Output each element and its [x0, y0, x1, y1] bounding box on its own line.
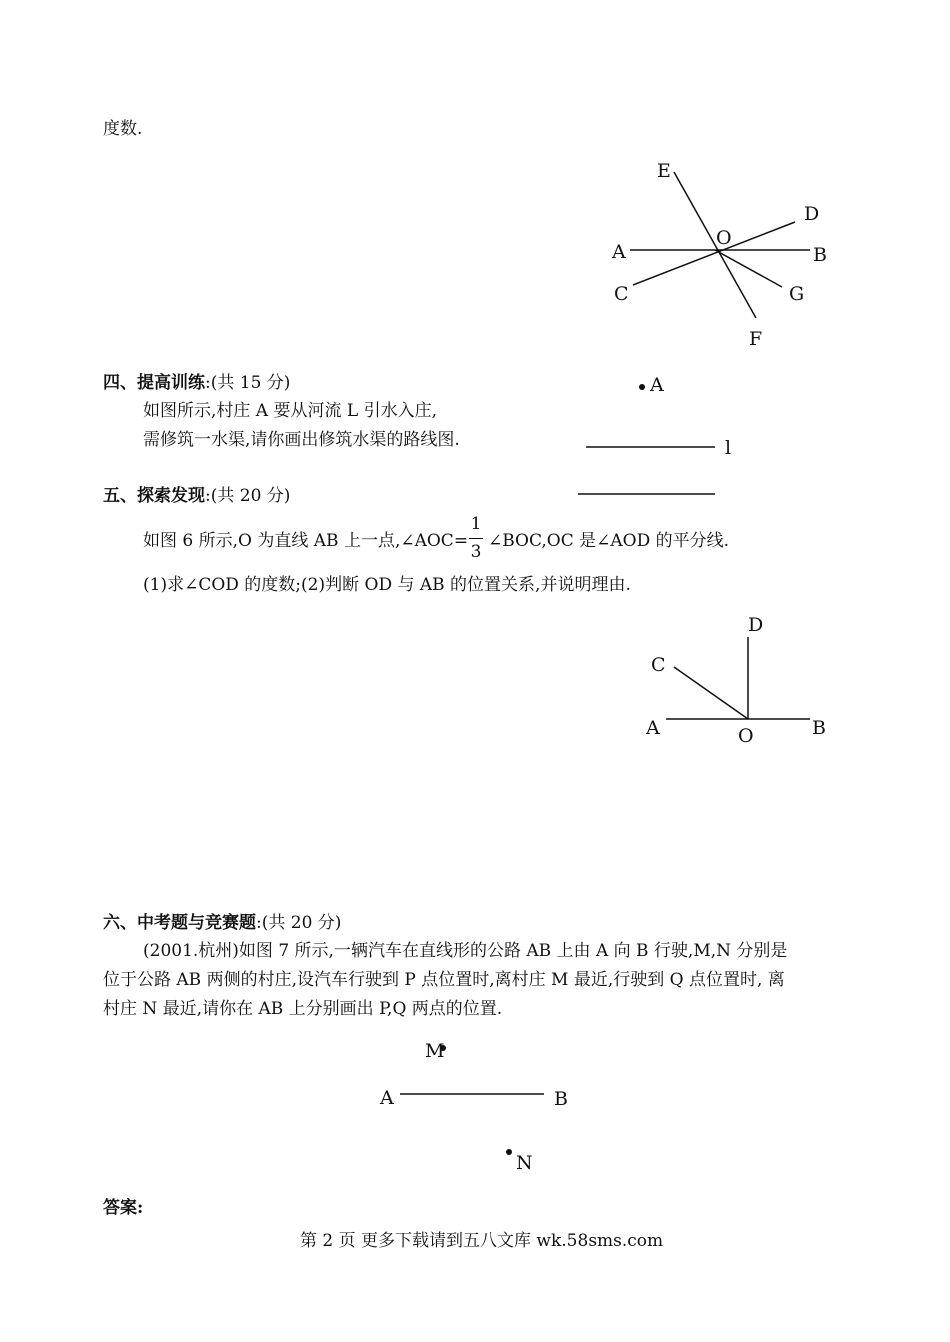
- section-6-score: :(共 20 分): [256, 913, 342, 933]
- fig3-label-d: D: [748, 614, 764, 636]
- section-4-score: :(共 15 分): [205, 373, 291, 393]
- fig2-label-l: l: [725, 437, 732, 459]
- fig1-label-c: C: [614, 283, 629, 305]
- fig1-label-g: G: [789, 283, 805, 305]
- fig1-label-b: B: [813, 244, 827, 266]
- page-footer: 第 2 页 更多下载请到五八文库 wk.58sms.com: [300, 1231, 664, 1251]
- section-5-heading: 五、探索发现: [103, 486, 205, 506]
- section-5-score: :(共 20 分): [205, 486, 291, 506]
- fig4-label-m: M: [425, 1040, 445, 1062]
- section-5-question-pre: 如图 6 所示,O 为直线 AB 上一点,∠AOC=: [143, 531, 469, 551]
- fig1-label-e: E: [657, 160, 671, 182]
- section-4-line-2: 需修筑一水渠,请你画出修筑水渠的路线图.: [143, 430, 460, 450]
- section-5-question-2: (1)求∠COD 的度数;(2)判断 OD 与 AB 的位置关系,并说明理由.: [143, 575, 631, 595]
- fig2-label-a: A: [650, 374, 664, 396]
- fraction-denominator: 3: [470, 542, 482, 562]
- fig1-label-a: A: [612, 241, 626, 263]
- fig3-label-c: C: [651, 654, 666, 676]
- fraction-numerator: 1: [470, 514, 482, 534]
- section-6-para-2: 位于公路 AB 两侧的村庄,设汽车行驶到 P 点位置时,离村庄 M 最近,行驶到 Q 点位置时, 离: [103, 970, 785, 990]
- fig1-label-o: O: [716, 227, 732, 249]
- section-6-para-3: 村庄 N 最近,请你在 AB 上分别画出 P,Q 两点的位置.: [103, 999, 503, 1019]
- fig1-label-f: F: [749, 328, 763, 350]
- section-5-question-post: ∠BOC,OC 是∠AOD 的平分线.: [488, 531, 730, 551]
- section-6-para-1: (2001.杭州)如图 7 所示,一辆汽车在直线形的公路 AB 上由 A 向 B 行驶,M,N 分别是: [143, 941, 788, 961]
- fig3-label-b: B: [812, 717, 826, 739]
- fig3-label-o: O: [738, 725, 754, 747]
- answer-heading: 答案:: [103, 1198, 144, 1218]
- fig4-label-a: A: [380, 1087, 394, 1109]
- fig4-label-n: N: [516, 1152, 533, 1174]
- fig4-label-b: B: [554, 1088, 568, 1110]
- section-6-heading: 六、中考题与竞赛题: [103, 913, 256, 933]
- prev-text: 度数.: [103, 119, 143, 139]
- fig3-label-a: A: [646, 717, 660, 739]
- section-4-line-1: 如图所示,村庄 A 要从河流 L 引水入庄,: [143, 401, 437, 421]
- fig1-label-d: D: [804, 203, 820, 225]
- section-4-heading: 四、提高训练: [103, 373, 205, 393]
